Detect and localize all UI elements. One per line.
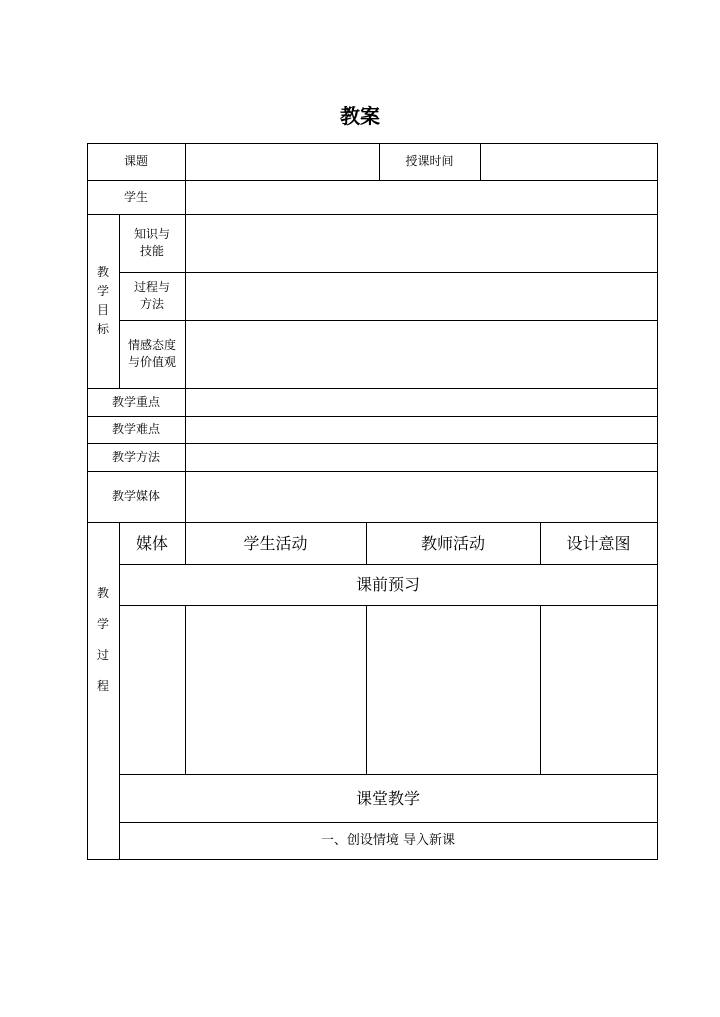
preview-design-intent-cell[interactable] <box>540 605 657 774</box>
objective-attitude-label: 情感态度 与价值观 <box>127 338 176 369</box>
header-design-intent: 设计意图 <box>566 533 631 553</box>
media-value[interactable] <box>185 471 657 522</box>
objective-attitude-value[interactable] <box>185 320 657 388</box>
key-points-value[interactable] <box>185 388 657 416</box>
difficulties-label: 教学难点 <box>111 422 160 436</box>
topic-value-cell[interactable] <box>185 143 379 180</box>
section-class-teaching: 课堂教学 <box>355 788 420 808</box>
objectives-label: 教 学 目 标 <box>96 265 109 336</box>
objective-knowledge-label: 知识与 技能 <box>133 227 170 258</box>
preview-teacher-activity-cell[interactable] <box>366 605 540 774</box>
key-points-label: 教学重点 <box>111 394 160 409</box>
subsection-introduction: 一、创设情境 导入新课 <box>320 833 456 848</box>
methods-label: 教学方法 <box>111 449 160 464</box>
process-label: 教 学 过 程 <box>96 586 109 693</box>
student-label: 学生 <box>123 189 148 204</box>
header-student-activity: 学生活动 <box>243 533 308 553</box>
difficulties-value[interactable] <box>185 416 657 443</box>
media-label: 教学媒体 <box>111 489 160 503</box>
objective-process-label: 过程与 方法 <box>133 280 170 311</box>
header-media: 媒体 <box>135 533 168 553</box>
preview-media-cell[interactable] <box>119 605 185 774</box>
header-teacher-activity: 教师活动 <box>420 533 485 553</box>
teaching-time-value-cell[interactable] <box>480 143 657 180</box>
objective-knowledge-value[interactable] <box>185 214 657 272</box>
preview-student-activity-cell[interactable] <box>185 605 366 774</box>
objective-process-value[interactable] <box>185 272 657 320</box>
methods-value[interactable] <box>185 443 657 471</box>
teaching-time-label: 授课时间 <box>405 154 454 168</box>
section-preview: 课前预习 <box>355 575 420 594</box>
topic-label: 课题 <box>123 154 148 168</box>
student-value-cell[interactable] <box>185 180 657 214</box>
page-title: 教案 <box>340 104 380 128</box>
